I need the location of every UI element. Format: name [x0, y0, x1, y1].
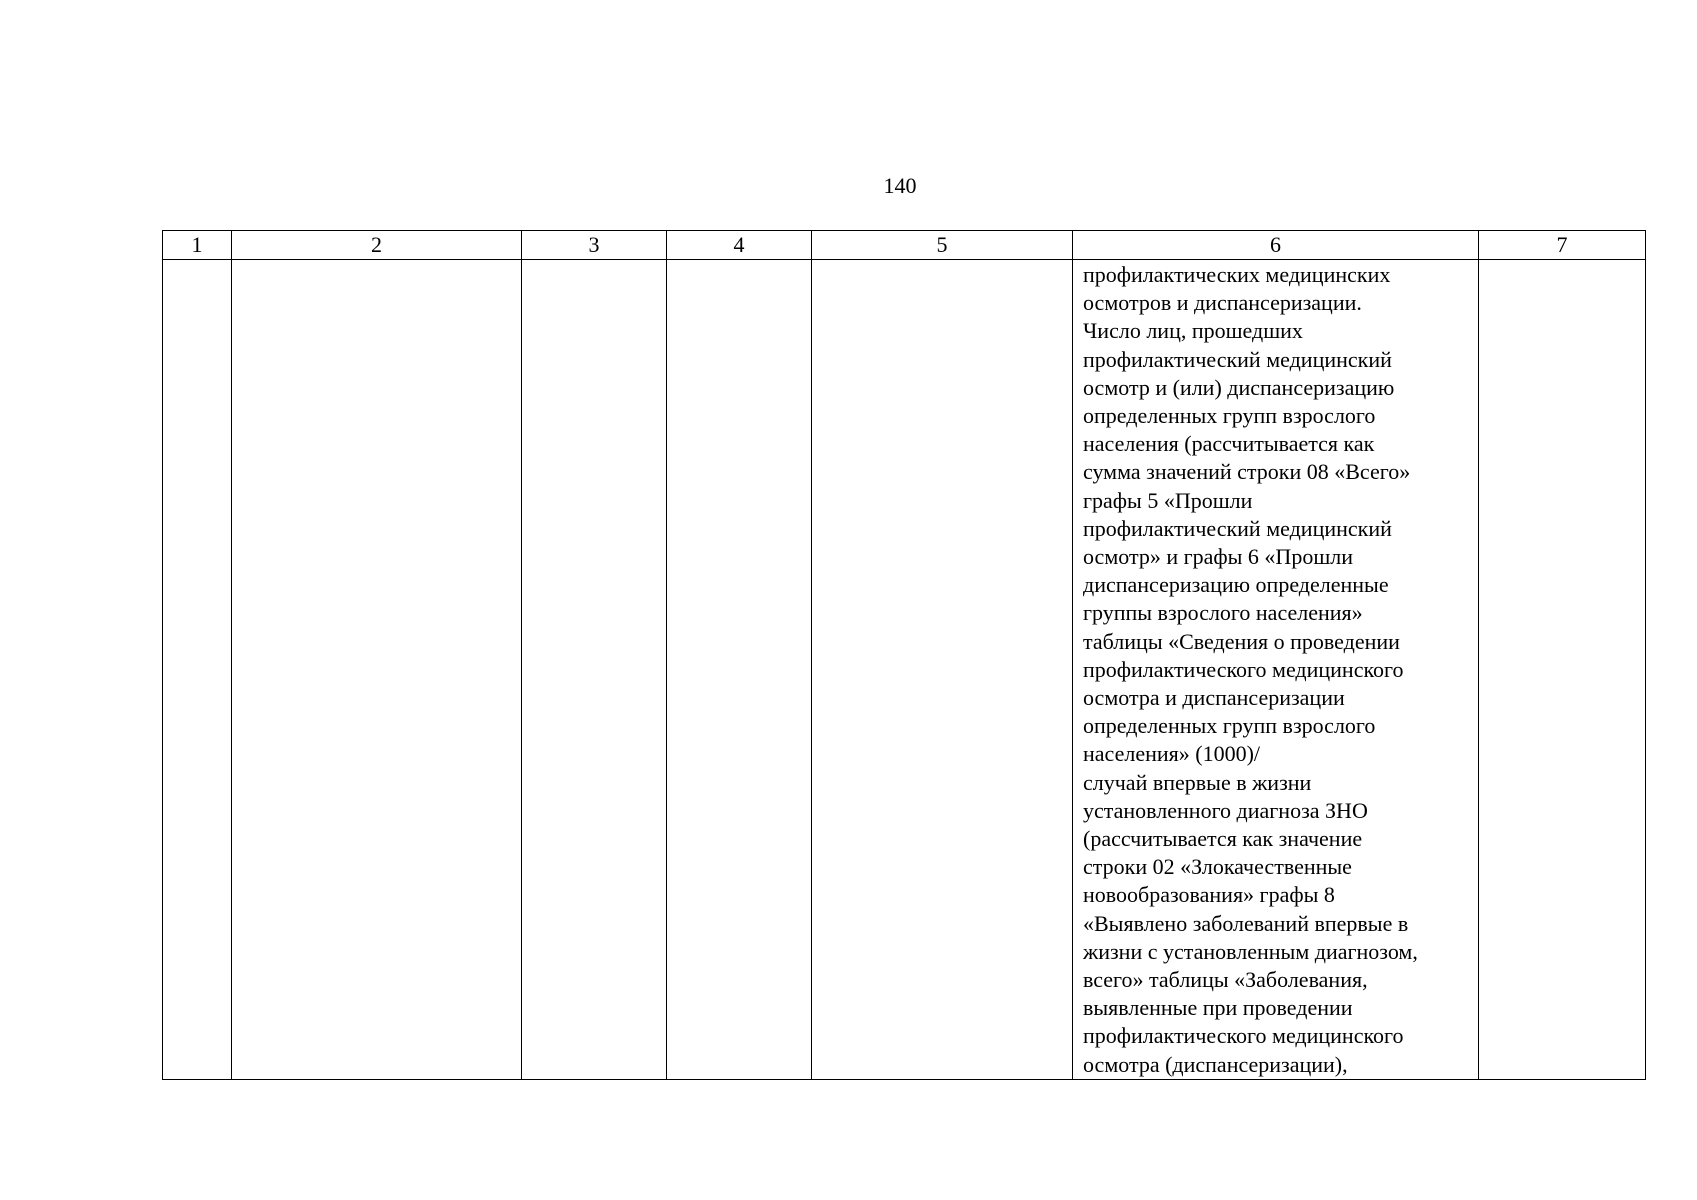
table-cell-col4 — [667, 260, 812, 1080]
table-cell-col3 — [522, 260, 667, 1080]
column-header-2: 2 — [232, 231, 522, 260]
column-header-7: 7 — [1479, 231, 1646, 260]
column-header-4: 4 — [667, 231, 812, 260]
table-row — [163, 260, 1646, 1080]
table-cell-col2 — [232, 260, 522, 1080]
column-header-6: 6 — [1073, 231, 1479, 260]
column-header-3: 3 — [522, 231, 667, 260]
indicator-description-text: профилактических медицинских осмотров и диспансеризации. Число лиц, прошедших профилактический медицинский осмотр и (или) диспансеризацию определенных групп взрослого населения (рассчитывается как сумма значений строки 08 «Всего» графы 5 «Прошли профилактический медицинский осмотр» и графы 6 «Прошли диспансеризацию определенные группы взрослого населения» таблицы «Сведения о проведении профилактического медицинского осмотра и диспансеризации определенных групп взрослого населения» (1000)/ случай впервые в жизни установленного диагноза ЗНО (рассчитывается как значение строки 02 «Злокачественные новообразования» графы 8 «Выявлено заболеваний впервые в жизни с установленным диагнозом, всего» таблицы «Заболевания, выявленные при проведении профилактического медицинского осмотра (диспансеризации), — [1083, 262, 1418, 1077]
table-cell-col7 — [1479, 260, 1646, 1080]
table-cell-col5 — [812, 260, 1073, 1080]
column-header-5: 5 — [812, 231, 1073, 260]
table-header-row — [163, 231, 1646, 260]
column-header-1: 1 — [163, 231, 232, 260]
table-cell-col1 — [163, 260, 232, 1080]
page-number: 140 — [883, 173, 917, 198]
document-table — [162, 230, 1646, 1080]
table-cell-col6 — [1073, 260, 1479, 1080]
